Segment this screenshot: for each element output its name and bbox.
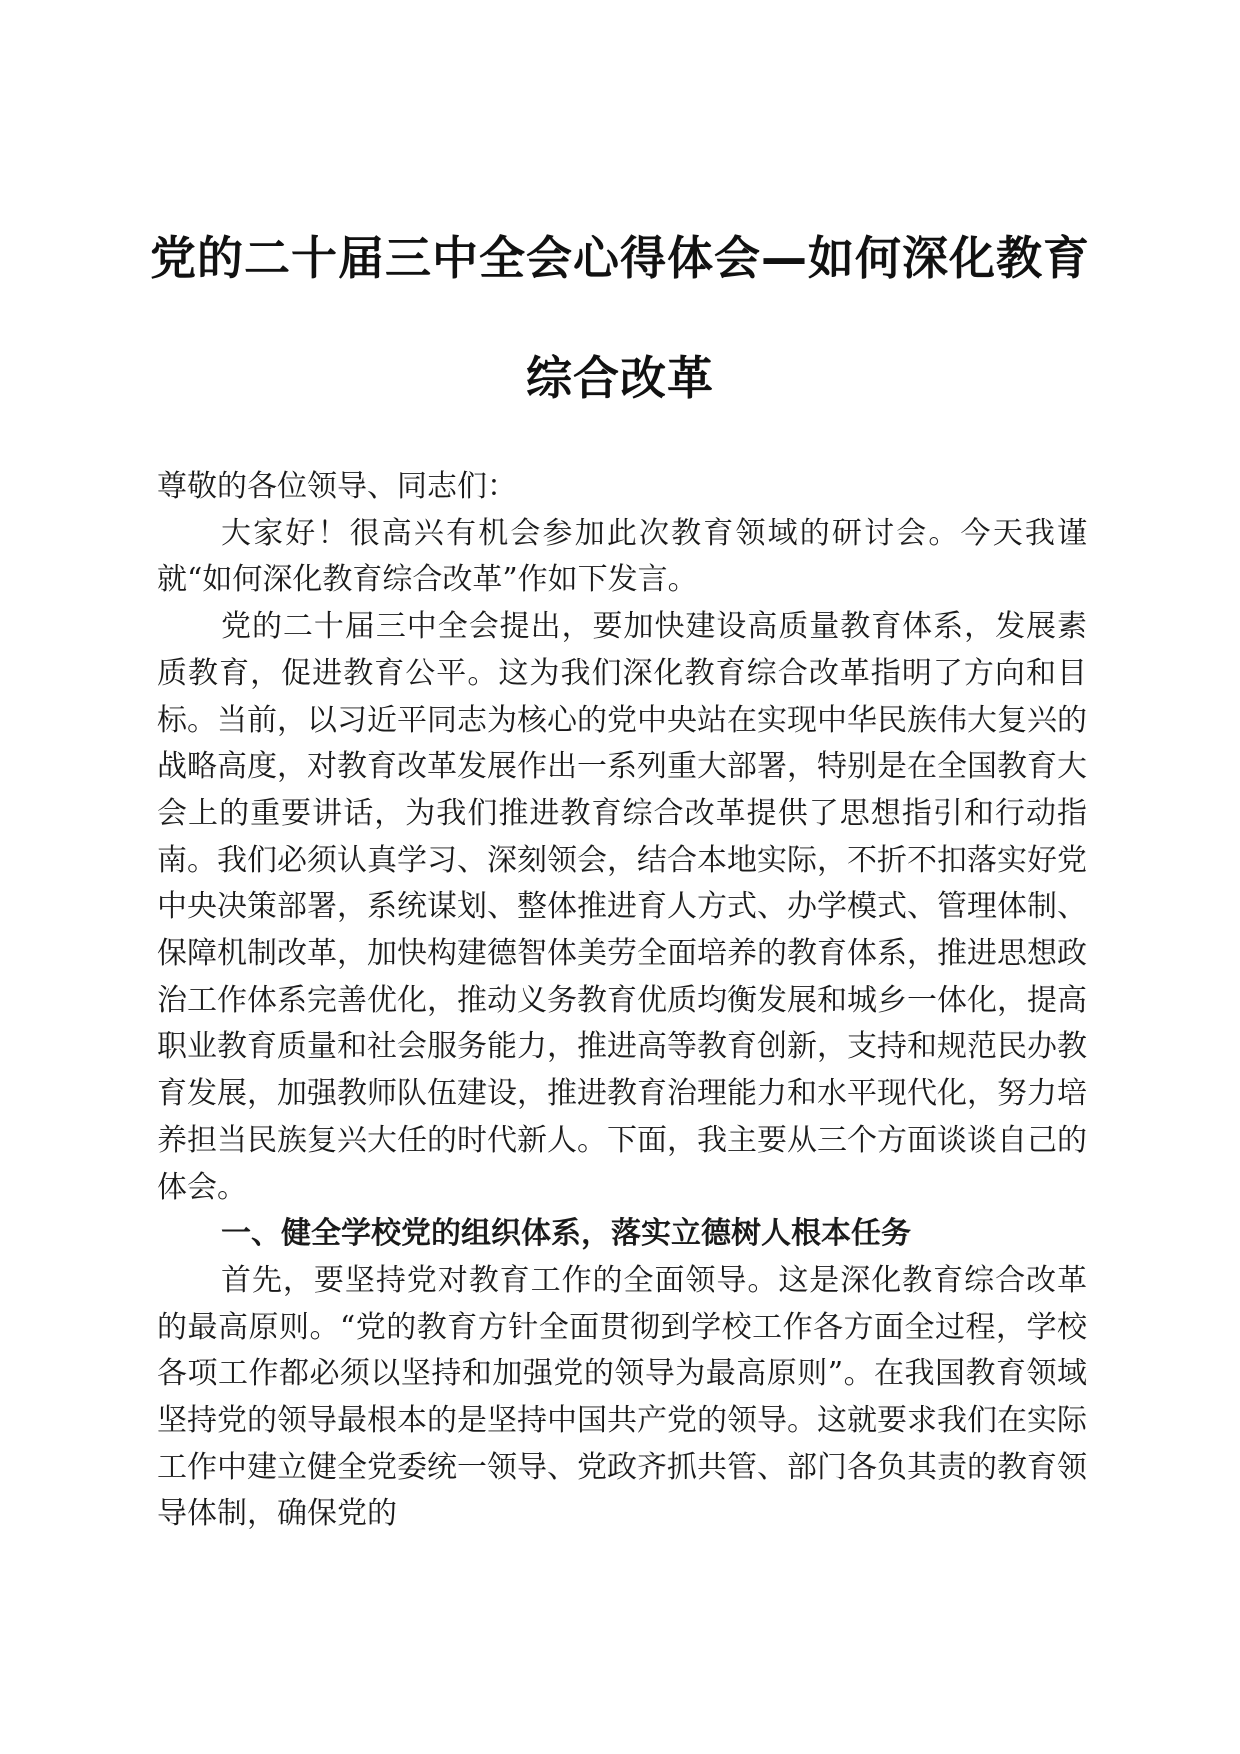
paragraph-main: 党的二十届三中全会提出，要加快建设高质量教育体系，发展素质教育，促进教育公平。这为我们深化教育综合改革指明了方向和目标。当前，以习近平同志为核心的党中央站在实现中华民族伟大复兴的战略高度，对教育改革发展作出一系列重大部署，特别是在全国教育大会上的重要讲话，为我们推进教育综合改革提供了思想指引和行动指南。我们必须认真学习、深刻领会，结合本地实际，不折不扣落实好党中央决策部署，系统谋划、整体推进育人方式、办学模式、管理体制、保障机制改革，加快构建德智体美劳全面培养的教育体系，推进思想政治工作体系完善优化，推动义务教育优质均衡发展和城乡一体化，提高职业教育质量和社会服务能力，推进高等教育创新，支持和规范民办教育发展，加强教师队伍建设，推进教育治理能力和水平现代化，努力培养担当民族复兴大任的时代新人。下面，我主要从三个方面谈谈自己的体会。 <box>157 609 1087 1205</box>
salutation: 尊敬的各位领导、同志们： <box>157 469 517 504</box>
document-body <box>157 464 1087 1538</box>
paragraph-section-1: 首先，要坚持党对教育工作的全面领导。这是深化教育综合改革的最高原则。“党的教育方针全面贯彻到学校工作各方面全过程，学校各项工作都必须以坚持和加强党的领导为最高原则”。在我国教育领域坚持党的领导最根本的是坚持中国共产党的领导。这就要求我们在实际工作中建立健全党委统一领导、党政齐抓共管、部门各负其责的教育领导体制，确保党的 <box>157 1262 1087 1532</box>
document-title-line-2: 综合改革 <box>526 351 714 405</box>
paragraph-greeting: 大家好！很高兴有机会参加此次教育领域的研讨会。今天我谨就“如何深化教育综合改革”作如下发言。 <box>157 515 1087 598</box>
section-heading-1: 一、健全学校党的组织体系，落实立德树人根本任务 <box>221 1216 911 1252</box>
document-title-line-1: 党的二十届三中全会心得体会—如何深化教育 <box>150 231 1090 285</box>
